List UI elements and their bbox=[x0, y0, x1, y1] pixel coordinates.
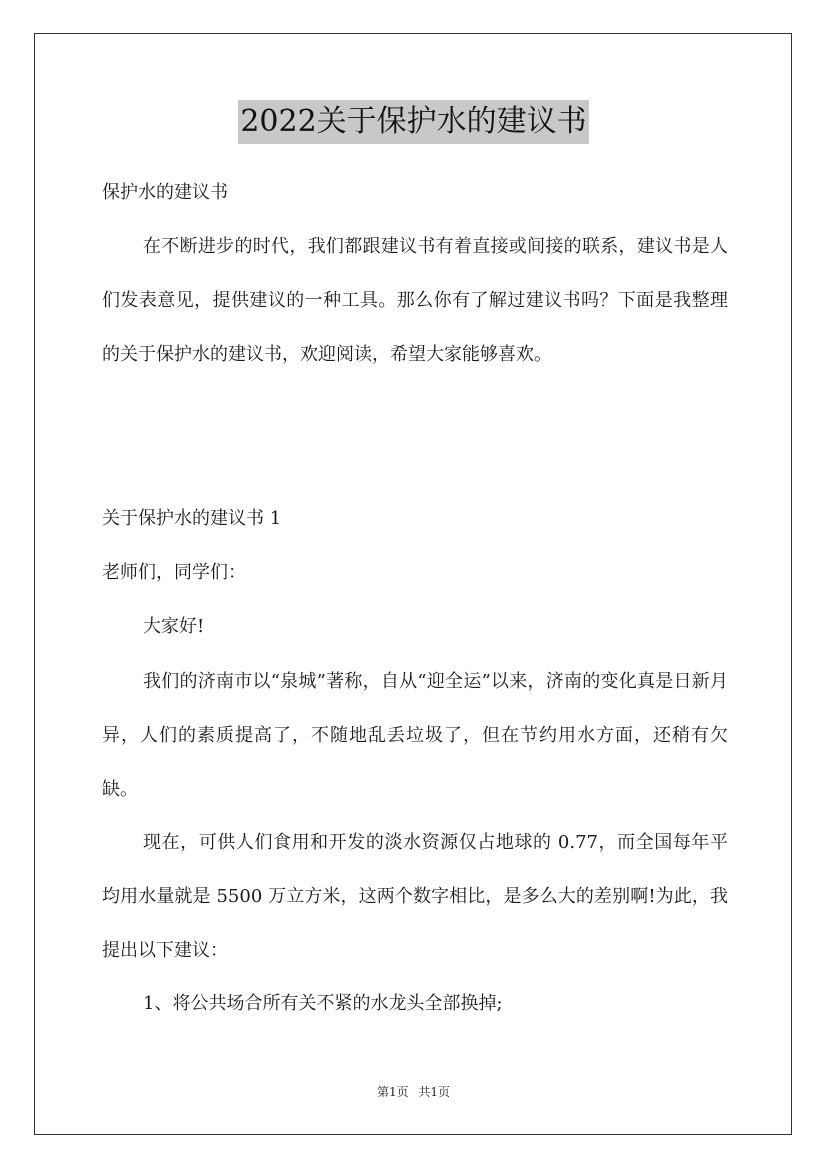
greeting: 大家好! bbox=[143, 616, 205, 637]
document-title: 2022关于保护水的建议书 bbox=[238, 100, 588, 144]
list-item-1: 1、将公共场合所有关不紧的水龙头全部换掉; bbox=[143, 993, 503, 1014]
salutation: 老师们，同学们： bbox=[102, 562, 246, 583]
section-heading: 关于保护水的建议书 1 bbox=[102, 508, 282, 529]
page-footer bbox=[0, 1083, 827, 1101]
paragraph-1: 我们的济南市以“泉城”著称，自从“迎全运”以来，济南的变化真是日新月异，人们的素质提高了，不随地乱丢垃圾了，但在节约用水方面，还稍有欠缺。 bbox=[102, 671, 728, 800]
page-total: 共1页 bbox=[418, 1085, 451, 1099]
title-wrap bbox=[0, 100, 827, 144]
document-subtitle: 保护水的建议书 bbox=[102, 182, 228, 203]
intro-paragraph: 在不断进步的时代，我们都跟建议书有着直接或间接的联系，建议书是人们发表意见，提供建议的一种工具。那么你有了解过建议书吗？下面是我整理的关于保护水的建议书，欢迎阅读，希望大家能够喜欢。 bbox=[102, 236, 728, 365]
paragraph-2: 现在，可供人们食用和开发的淡水资源仅占地球的 0.77，而全国每年平均用水量就是 5500 万立方米，这两个数字相比，是多么大的差别啊!为此，我提出以下建议： bbox=[102, 832, 728, 961]
page-current: 第1页 bbox=[376, 1085, 409, 1099]
